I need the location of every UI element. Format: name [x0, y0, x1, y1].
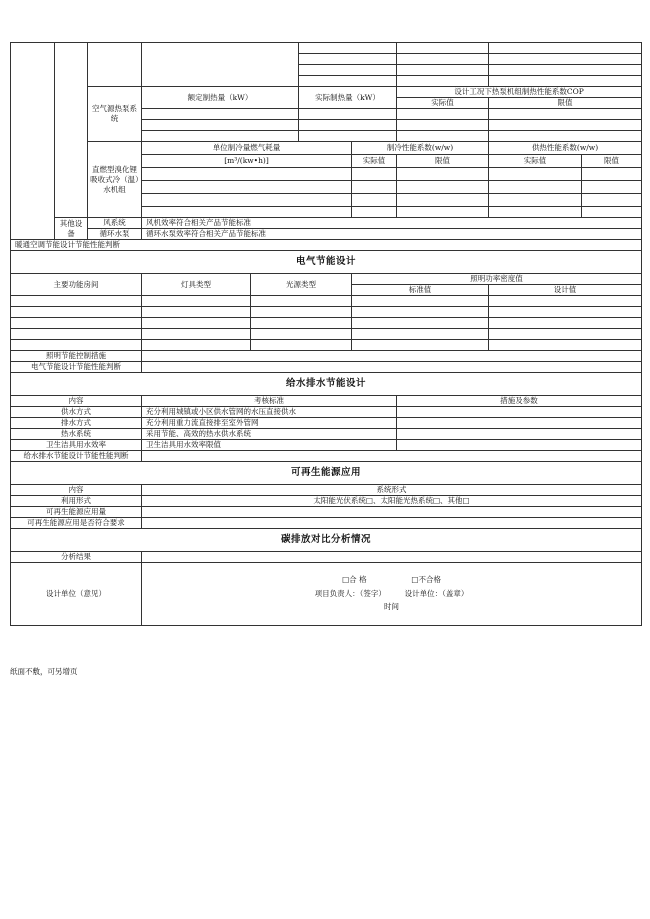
- gas-consumption-header: 单位制冷量燃气耗量: [142, 142, 352, 155]
- limit-header: 限值: [489, 98, 642, 109]
- renewable-title: 可再生能源应用: [11, 462, 642, 485]
- gas-consumption-unit: [m³/(kw•h)]: [142, 155, 352, 168]
- cop-header: 设计工况下热泵机组制热性能系数COP: [397, 87, 642, 98]
- water-row-standard: 卫生洁具用水效率限值: [142, 440, 397, 451]
- lighting-control-label: 照明节能控制措施: [11, 351, 142, 362]
- heating-actual-header: 实际值: [489, 155, 582, 168]
- standard-value-header: 标准值: [352, 285, 489, 296]
- footnote: 纸面不敷，可另增页: [10, 667, 78, 676]
- electrical-title: 电气节能设计: [11, 251, 642, 274]
- room-header: 主要功能房间: [11, 274, 142, 296]
- form-table: [10, 42, 642, 626]
- design-unit-opinion-label: 设计单位（意见）: [11, 563, 142, 626]
- hvac-judge: 暖通空调节能设计节能性能判断: [11, 240, 642, 251]
- other-equipment-label: 其他设备: [55, 218, 88, 240]
- energy-form: [10, 42, 641, 626]
- water-row-standard: 充分利用重力流直接排至室外管网: [142, 418, 397, 429]
- water-row-label: 热水系统: [11, 429, 142, 440]
- water-row-label: 供水方式: [11, 407, 142, 418]
- water-row-label: 卫生洁具用水效率: [11, 440, 142, 451]
- electrical-judge-label: 电气节能设计节能性能判断: [11, 362, 142, 373]
- water-measures-header: 措施及参数: [397, 396, 642, 407]
- signature-box: [142, 563, 642, 626]
- use-form-label: 利用形式: [11, 496, 142, 507]
- lamp-header: 灯具类型: [142, 274, 251, 296]
- carbon-title: 碳排放对比分析情况: [11, 529, 642, 552]
- water-title: 给水排水节能设计: [11, 373, 642, 396]
- water-standard-header: 考核标准: [142, 396, 397, 407]
- fan-label: 风系统: [88, 218, 142, 229]
- hvac-blank-cell: [11, 43, 55, 240]
- renewable-content-header: 内容: [11, 485, 142, 496]
- blank-cell: [88, 43, 142, 87]
- blank-cell: [489, 43, 642, 54]
- actual-value-header: 实际值: [397, 98, 489, 109]
- fan-standard: 风机效率符合相关产品节能标准: [142, 218, 642, 229]
- pump-standard: 循环水泵效率符合相关产品节能标准: [142, 229, 642, 240]
- power-density-header: 照明功率密度值: [352, 274, 642, 285]
- renewable-meets-label: 可再生能源应用是否符合要求: [11, 518, 142, 529]
- heating-cop-header: 供热性能系数(w/w): [489, 142, 642, 155]
- cooling-actual-header: 实际值: [352, 155, 397, 168]
- hvac-blank-cell: [55, 43, 88, 218]
- use-form-options: 太阳能光伏系统□、太阳能光热系统□、其他□: [142, 496, 642, 507]
- water-judge-label: 给水排水节能设计节能性能判断: [11, 451, 142, 462]
- pump-label: 循环水泵: [88, 229, 142, 240]
- pass-checkbox[interactable]: □合 格: [342, 575, 367, 584]
- blank-cell: [299, 43, 397, 54]
- air-source-label: 空气源热泵系统: [88, 87, 142, 142]
- fail-checkbox[interactable]: □不合格: [411, 575, 441, 584]
- water-row-label: 排水方式: [11, 418, 142, 429]
- water-row-standard: 采用节能、高效的热水供水系统: [142, 429, 397, 440]
- absorption-label: 直燃型溴化锂吸收式冷（温）水机组: [88, 142, 142, 218]
- analysis-result-label: 分析结果: [11, 552, 142, 563]
- heating-limit-header: 限值: [582, 155, 642, 168]
- blank-cell: [142, 43, 299, 87]
- cooling-limit-header: 限值: [397, 155, 489, 168]
- rated-heat-header: 额定制热量（kW）: [142, 87, 299, 109]
- water-row-standard: 充分利用城镇或小区供水管网的水压直接供水: [142, 407, 397, 418]
- system-form-header: 系统形式: [142, 485, 642, 496]
- date-label: 时间: [384, 602, 400, 611]
- blank-cell: [397, 43, 489, 54]
- project-leader-signature: 项目负责人：（签字）: [314, 589, 386, 598]
- water-content-header: 内容: [11, 396, 142, 407]
- design-value-header: 设计值: [489, 285, 642, 296]
- cooling-cop-header: 制冷性能系数(w/w): [352, 142, 489, 155]
- light-source-header: 光源类型: [251, 274, 352, 296]
- renewable-amount-label: 可再生能源应用量: [11, 507, 142, 518]
- design-unit-seal: 设计单位：（盖章）: [404, 589, 469, 598]
- actual-heat-header: 实际制热量（kW）: [299, 87, 397, 109]
